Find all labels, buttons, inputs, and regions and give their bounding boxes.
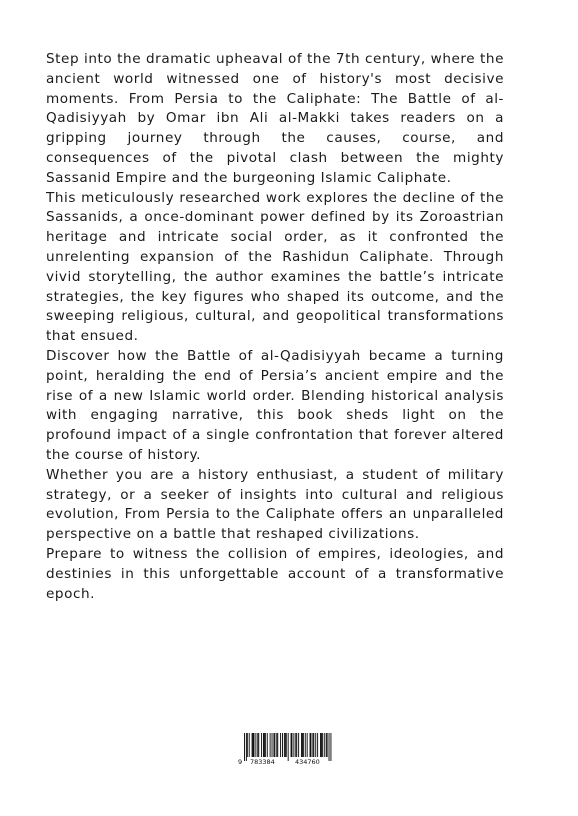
barcode-bar [276, 733, 277, 757]
barcode-bar [261, 733, 262, 757]
barcode-bar [312, 733, 313, 757]
barcode-bar [249, 733, 250, 757]
barcode-bar [247, 733, 248, 757]
barcode-bar [244, 733, 245, 761]
barcode-bar [317, 733, 318, 757]
barcode-bar [258, 733, 259, 757]
barcode-bar [285, 733, 286, 757]
barcode-bar [265, 733, 266, 757]
barcode-bar [302, 733, 303, 757]
barcode-bar [327, 733, 328, 757]
barcode-bar [305, 733, 306, 757]
barcode-bar [277, 733, 278, 757]
barcode-bar [264, 733, 265, 757]
barcode-bar [270, 733, 271, 757]
description-paragraph-1: Step into the dramatic upheaval of the 7th century, where the ancient world witnessed one of history's most decisive moments. From Persia to the Caliphate: The Battle of al-Qadisiyyah by Omar ibn Ali al-Makki takes readers on a gripping journey through the causes, course, and consequences of the pivotal clash between the mighty Sassanid Empire and the burgeoning Islamic Caliphate. [46, 51, 504, 186]
barcode-bar [274, 733, 275, 757]
barcode-bar [267, 733, 268, 757]
barcode-prefix-digit: 9 [238, 758, 243, 766]
barcode-bar [311, 733, 312, 757]
barcode-bar [273, 733, 274, 757]
barcode-bar [295, 733, 296, 757]
barcode-bar [254, 733, 255, 757]
barcode-bar [320, 733, 321, 757]
barcode-bar [253, 733, 254, 757]
barcode-bar [280, 733, 281, 757]
description-paragraph-5: Prepare to witness the collision of empires, ideologies, and destinies in this unforgettable account of a transformative epoch. [46, 545, 504, 602]
description-paragraph-4: Whether you are a history enthusiast, a student of military strategy, or a seeker of insights into cultural and religious evolution, From Persia to the Caliphate offers an unparalleled perspective on a battle that reshaped civilizations. [46, 466, 504, 543]
barcode-bar [307, 733, 308, 757]
barcode-right-digits: 434760 [295, 758, 320, 766]
barcode-bar [263, 733, 264, 757]
barcode-bar [293, 733, 294, 757]
barcode-bars [244, 733, 331, 761]
barcode-bar [282, 733, 283, 757]
barcode-left-digits: 783384 [250, 758, 275, 766]
description-paragraph-3: Discover how the Battle of al-Qadisiyyah became a turning point, heralding the end of Persia’s ancient empire and the rise of a new Islamic world order. Blending historical analysis with engaging narrative, this book sheds light on the profound impact of a single confrontation that forever altered the course of history. [46, 347, 504, 463]
barcode-bar [291, 733, 292, 757]
barcode-bar [315, 733, 316, 757]
barcode-bar [329, 733, 330, 761]
barcode-bar [324, 733, 325, 757]
barcode-bar [252, 733, 253, 757]
barcode-bar [321, 733, 322, 757]
barcode-bar [313, 733, 314, 757]
barcode-bar [330, 733, 331, 761]
barcode-bar [286, 733, 287, 757]
barcode-bar [292, 733, 293, 757]
isbn-barcode [238, 733, 338, 767]
barcode-bar [298, 733, 299, 757]
barcode-bar [296, 733, 297, 757]
barcode-bar [303, 733, 304, 757]
barcode-bar [322, 733, 323, 757]
barcode-bar [257, 733, 258, 757]
barcode-bar [301, 733, 302, 757]
barcode-bar [310, 733, 311, 757]
description-paragraph-2: This meticulously researched work explores the decline of the Sassanids, a once-dominant power defined by its Zoroastrian heritage and intricate social order, as it confronted the unrelenting expansion of the Rashidun Caliphate. Through vivid storytelling, the author examines the battle’s intricate strategies, the key figures who shaped its outcome, and the sweeping religious, cultural, and geopolitical transformations that ensued. [46, 189, 504, 345]
barcode-bar [284, 733, 285, 757]
barcode-bar [246, 733, 247, 761]
back-cover-description [46, 50, 504, 604]
barcode-bar [288, 733, 289, 761]
barcode-bar [326, 733, 327, 757]
barcode-bar [272, 733, 273, 757]
barcode-graphic [238, 733, 338, 767]
barcode-bar [255, 733, 256, 757]
